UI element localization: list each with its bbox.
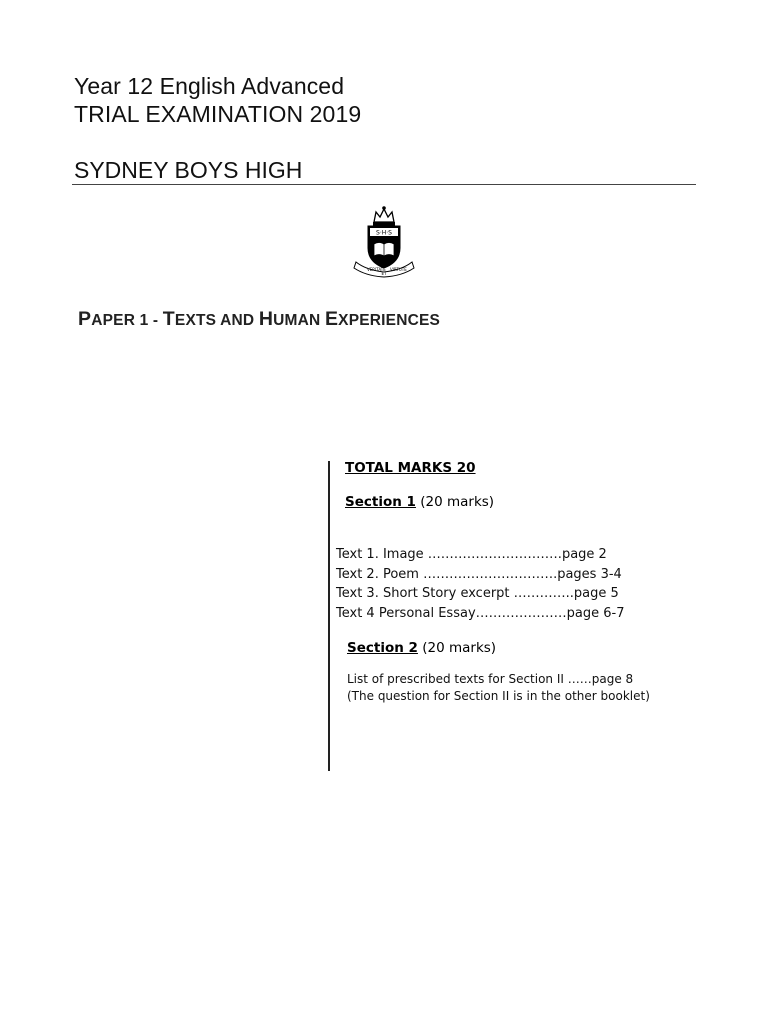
- list-item: Text 4 Personal Essay…………………page 6-7: [336, 605, 625, 621]
- crest-motto-right: VIRTUTE: [390, 267, 407, 272]
- school-name: SYDNEY BOYS HIGH: [74, 157, 303, 183]
- paper-title-part-2: EXTS AND: [174, 312, 259, 329]
- crown-icon: [373, 206, 395, 226]
- crest-banner-text: S·H·S: [376, 229, 392, 237]
- paper-title-part-4: XPERIENCES: [338, 312, 441, 329]
- paper-title: [78, 308, 440, 331]
- paper-title-part-3: UMAN: [273, 312, 325, 329]
- section-1-marks: (20 marks): [420, 494, 495, 510]
- paper-title-cap-h: H: [258, 308, 274, 330]
- crest-motto-left: VERITATE: [367, 267, 386, 272]
- list-item: Text 3. Short Story excerpt …………..page 5: [336, 586, 619, 601]
- summary-vertical-rule: [328, 461, 330, 771]
- section-2-heading: [347, 640, 496, 656]
- course-title: Year 12 English Advanced: [74, 73, 345, 99]
- total-marks: TOTAL MARKS 20: [345, 460, 476, 476]
- document-title: [74, 72, 361, 128]
- texts-list: [336, 545, 624, 623]
- school-crest-logo: [352, 204, 416, 278]
- exam-title: TRIAL EXAMINATION 2019: [74, 101, 362, 127]
- list-item: Text 2. Poem ………………………….pages 3-4: [336, 566, 622, 582]
- list-item: Text 1. Image ………………………….page 2: [336, 547, 607, 562]
- paper-title-part-1: APER 1 -: [91, 312, 163, 329]
- other-booklet-note: (The question for Section II is in the other booklet): [347, 689, 650, 703]
- prescribed-texts-note: List of prescribed texts for Section II ……page 8: [347, 672, 634, 686]
- header-divider: [72, 184, 696, 185]
- paper-title-cap-p: P: [78, 308, 92, 330]
- section-2-notes: [347, 671, 650, 705]
- paper-title-cap-e: E: [324, 308, 339, 330]
- paper-title-cap-t: T: [162, 308, 175, 330]
- section-1-heading: [345, 494, 494, 510]
- section-2-label: Section 2: [347, 640, 418, 656]
- crest-motto-mid: ET: [381, 271, 387, 276]
- section-2-marks: (20 marks): [422, 640, 497, 656]
- section-1-label: Section 1: [345, 494, 416, 510]
